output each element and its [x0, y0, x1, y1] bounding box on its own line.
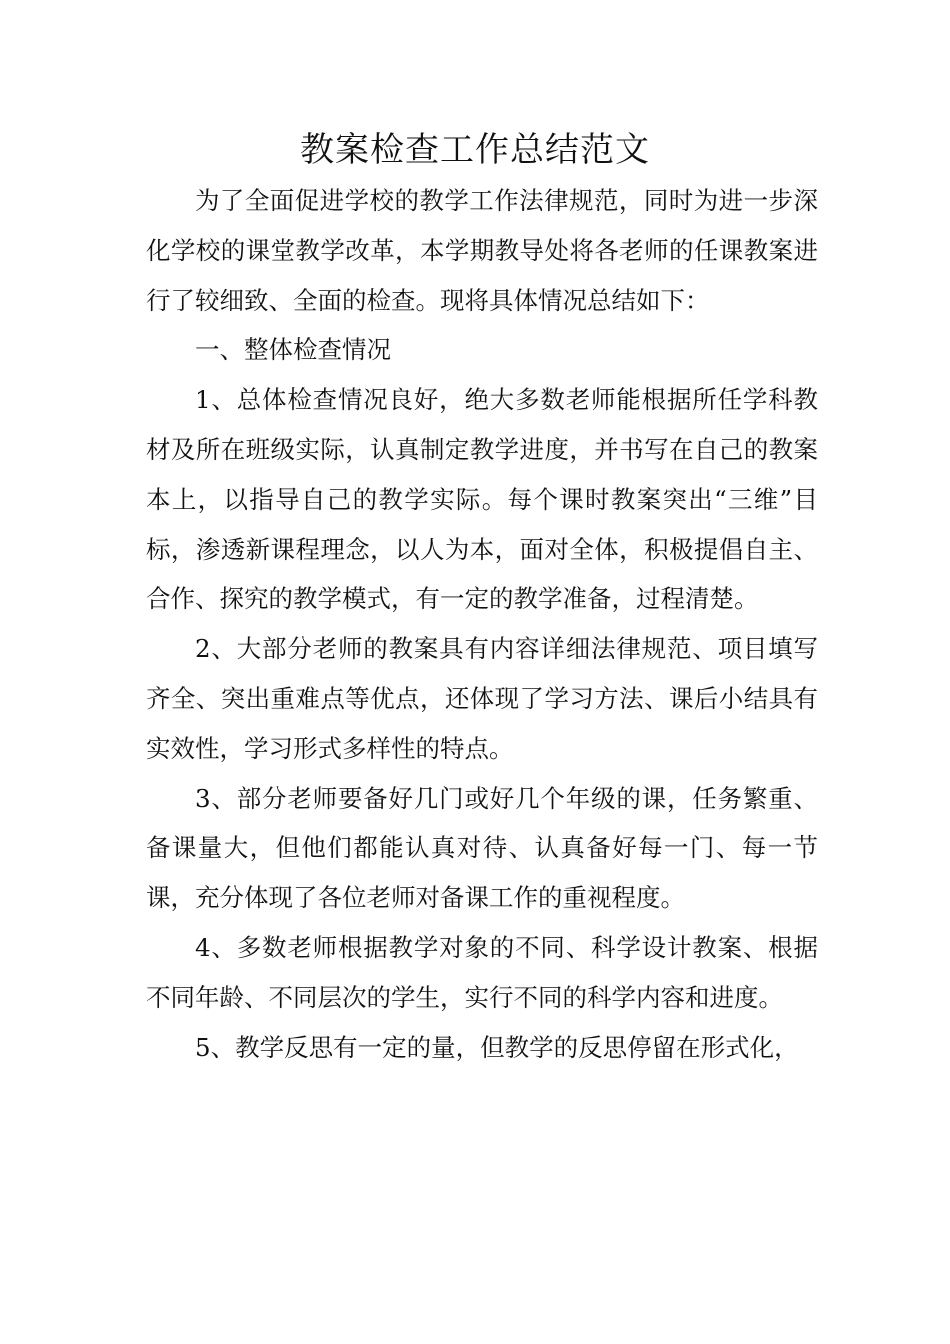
document-body: [146, 176, 818, 1072]
paragraph-item-2: 2、大部分老师的教案具有内容详细法律规范、项目填写齐全、突出重难点等优点，还体现了学习方法、课后小结具有实效性，学习形式多样性的特点。: [146, 634, 818, 763]
paragraph-item-1: 1、总体检查情况良好，绝大多数老师能根据所任学科教材及所在班级实际，认真制定教学进度，并书写在自己的教案本上，以指导自己的教学实际。每个课时教案突出“三维”目标，渗透新课程理念，以人为本，面对全体，积极提倡自主、合作、探究的教学模式，有一定的教学准备，过程清楚。: [146, 385, 818, 614]
paragraph-item-4: 4、多数老师根据教学对象的不同、科学设计教案、根据不同年龄、不同层次的学生，实行不同的科学内容和进度。: [146, 932, 818, 1012]
paragraph-item-5: 5、教学反思有一定的量，但教学的反思停留在形式化，: [195, 1032, 799, 1062]
paragraph-item-3: 3、部分老师要备好几门或好几个年级的课，任务繁重、备课量大，但他们都能认真对待、认真备好每一门、每一节课，充分体现了各位老师对备课工作的重视程度。: [146, 783, 818, 913]
section-heading-overall: 一、整体检查情况: [195, 335, 391, 365]
document-title: 教案检查工作总结范文: [300, 130, 650, 170]
paragraph-intro: 为了全面促进学校的教学工作法律规范，同时为进一步深化学校的课堂教学改革，本学期教导处将各老师的任课教案进行了较细致、全面的检查。现将具体情况总结如下：: [146, 186, 818, 315]
